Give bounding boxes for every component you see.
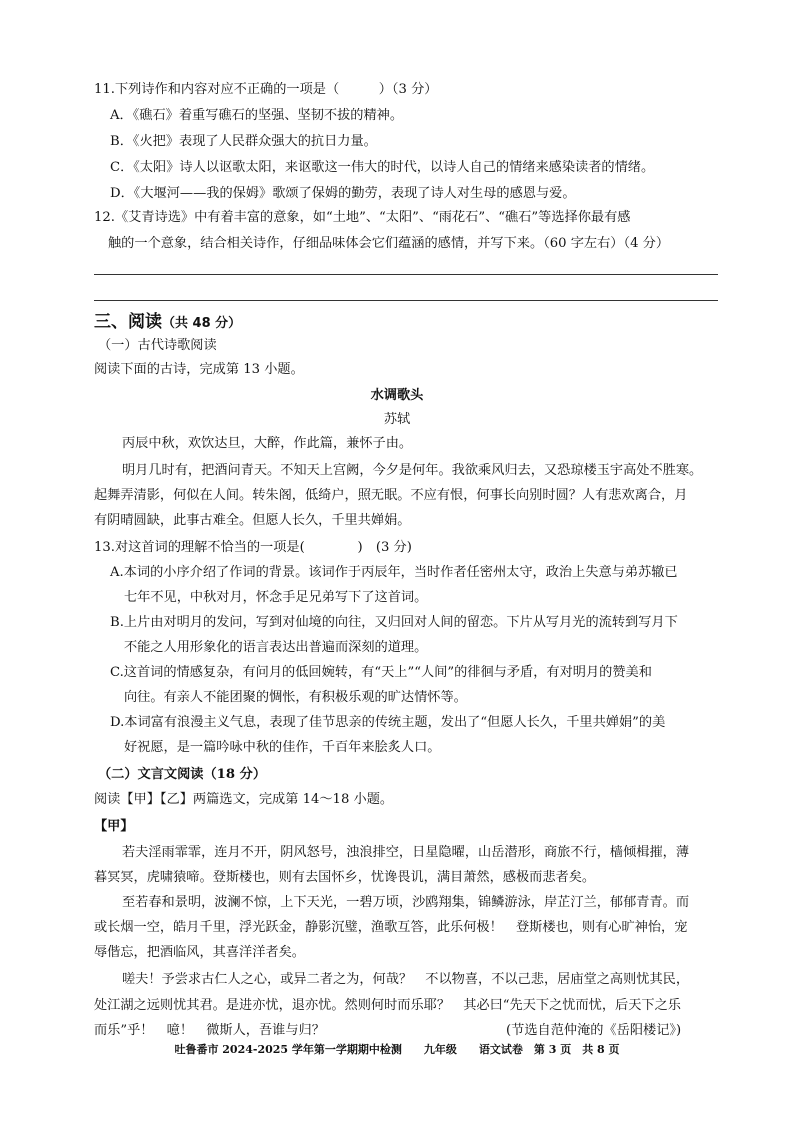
q12-line-1: 12.《艾青诗选》中有着丰富的意象，如“土地”、“太阳”、“雨花石”、“礁石”等选择你最有感	[94, 210, 631, 225]
poem-line-2: 起舞弄清影，何似在人间。转朱阁，低绮户，照无眠。不应有恨，何事长向别时圆？人有悲欢离合，月	[94, 488, 688, 503]
q13-option-b-line-2: 不能之人用形象化的语言表达出普遍而深刻的道理。	[124, 640, 428, 655]
q13-option-d-line-1: D.本词富有浪漫主义气息，表现了佳节思亲的传统主题，发出了“但愿人长久，千里共婵娟”的美	[110, 715, 666, 730]
poem-title: 水调歌头	[370, 388, 424, 403]
passage-para-2-line-2: 或长烟一空，皓月千里，浮光跃金，静影沉璧，渔歌互答，此乐何极！ 登斯楼也，则有心旷神怡，宠	[94, 920, 688, 935]
q11-option-b: B．《火把》表现了人民群众强大的抗日力量。	[110, 134, 377, 149]
section-3-title: 三、阅读	[94, 312, 162, 332]
q13-option-d-line-2: 好祝愿，是一篇吟咏中秋的佳作，千百年来脍炙人口。	[124, 740, 441, 755]
q13-option-a-line-1: A.本词的小序介绍了作词的背景。该词作于丙辰年，当时作者任密州太守，政治上失意与弟苏辙已	[110, 565, 678, 580]
passage-para-2-line-3: 辱偕忘，把酒临风，其喜洋洋者矣。	[94, 945, 305, 960]
section-3-score: （共 48 分）	[162, 316, 242, 331]
passage-para-3-line-1: 嗟夫！予尝求古仁人之心，或异二者之为，何哉？ 不以物喜，不以己悲，居庙堂之高则忧其民，	[122, 972, 690, 987]
passage-para-1-line-1: 若夫淫雨霏霏，连月不开，阴风怒号，浊浪排空，日星隐曜，山岳潜形，商旅不行，樯倾楫摧，薄	[122, 845, 690, 860]
passage-para-1-line-2: 暮冥冥，虎啸猿啼。登斯楼也，则有去国怀乡，忧谗畏讥，满目萧然，感极而悲者矣。	[94, 870, 596, 885]
part-1-instruction: 阅读下面的古诗，完成第 13 小题。	[94, 362, 304, 377]
part-2-heading: （二）文言文阅读（18 分）	[98, 767, 267, 782]
q13-option-b-line-1: B.上片由对明月的发问，写到对仙境的向往，又归回对人间的留恋。下片从写月光的流转到写月下	[110, 615, 678, 630]
section-3-heading	[94, 310, 241, 336]
part-2-instruction: 阅读【甲】【乙】两篇选文，完成第 14～18 小题。	[94, 792, 394, 807]
passage-source: (节选自范仲淹的《岳阳楼记》)	[506, 1023, 682, 1038]
poem-author: 苏轼	[383, 412, 411, 427]
passage-para-3-line-3: 而乐”乎！ 噫！ 微斯人，吾谁与归？	[94, 1023, 325, 1038]
q13-option-c-line-1: C.这首词的情感复杂，有问月的低回婉转，有“天上”“人间”的徘徊与矛盾，有对明月的赞美和	[110, 665, 652, 680]
passage-para-2-line-1: 至若春和景明，波澜不惊，上下天光，一碧万顷，沙鸥翔集，锦鳞游泳，岸芷汀兰，郁郁青青。而	[122, 895, 690, 910]
passage-jia-label: 【甲】	[94, 819, 134, 834]
poem-preface: 丙辰中秋，欢饮达旦，大醉，作此篇，兼怀子由。	[122, 436, 413, 451]
part-1-heading: （一）古代诗歌阅读	[98, 338, 217, 353]
page-footer: 吐鲁番市 2024-2025 学年第一学期期中检测 九年级 语文试卷 第 3 页 共 8 页	[174, 1043, 620, 1056]
q11-stem: 11.下列诗作和内容对应不正确的一项是（ ）（3 分）	[94, 82, 438, 97]
q13-option-a-line-2: 七年不见，中秋对月，怀念手足兄弟写下了这首词。	[124, 590, 428, 605]
answer-line-2	[94, 300, 718, 301]
q13-stem: 13.对这首词的理解不恰当的一项是( ) (3 分)	[94, 540, 412, 555]
q12-line-2: 触的一个意象，结合相关诗作，仔细品味体会它们蕴涵的感情，并写下来。（60 字左右）（4 分）	[108, 236, 670, 251]
poem-line-1: 明月几时有，把酒问青天。不知天上宫阙，今夕是何年。我欲乘风归去，又恐琼楼玉宇高处不胜寒。	[122, 463, 703, 478]
poem-line-3: 有阴晴圆缺，此事古难全。但愿人长久，千里共婵娟。	[94, 513, 411, 528]
q11-option-c: C．《太阳》诗人以讴歌太阳，来讴歌这一伟大的时代，以诗人自己的情绪来感染读者的情绪。	[110, 160, 655, 175]
q13-option-c-line-2: 向往。有亲人不能团聚的惆怅，有积极乐观的旷达情怀等。	[124, 690, 467, 705]
q11-option-a: A．《礁石》着重写礁石的坚强、坚韧不拔的精神。	[110, 108, 404, 123]
q11-option-d: D．《大堰河——我的保姆》歌颂了保姆的勤劳，表现了诗人对生母的感恩与爱。	[110, 186, 576, 201]
passage-para-3-line-2: 处江湖之远则忧其君。是进亦忧，退亦忧。然则何时而乐耶？ 其必曰“先天下之忧而忧，后天下之乐	[94, 998, 681, 1013]
answer-line-1	[94, 274, 718, 275]
